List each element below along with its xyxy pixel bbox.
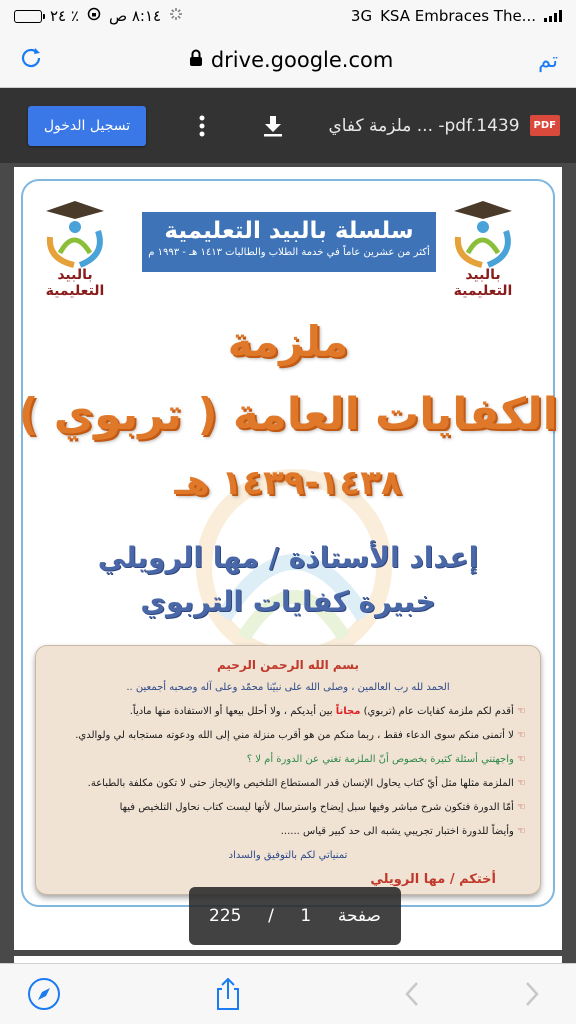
intro-line-5: ☜ أمّا الدورة فتكون شرح مباشر وفيها سبل إيضاح واسترسال لأنها ليست كتاب نحاول التلخيص فيها: [119, 802, 526, 813]
compass-icon[interactable]: [24, 974, 64, 1014]
intro-line-4: ☜ الملزمة مثلها مثل أيّ كتاب يحاول الإنسان قدر المستطاع التلخيص والإيجاز حتى لا تكون مكلفة بالطباعة.: [87, 778, 526, 789]
pdf-icon: PDF: [530, 115, 560, 136]
title-year: ١٤٣٨-١٤٣٩ هـ: [174, 463, 402, 503]
signal-icon: [544, 10, 562, 22]
carrier-name: KSA Embraces The...: [380, 7, 536, 25]
logo-left: [30, 197, 120, 297]
series-banner: [142, 212, 436, 272]
loading-icon: [169, 7, 183, 25]
forward-icon[interactable]: [512, 974, 552, 1014]
current-page: 1: [300, 906, 312, 926]
rotation-lock-icon: [87, 7, 101, 25]
title-line-2: الكفايات العامة ( تربوي ): [18, 389, 558, 440]
pointer-icon: ☜: [513, 754, 526, 765]
more-icon[interactable]: [187, 106, 217, 146]
status-bar: [0, 0, 576, 32]
status-left: [14, 7, 183, 25]
intro-line-2: ☜ لا أتمنى منكم سوى الدعاء فقط ، ربما منكم من هو أقرب منزلة مني إلى الله ودعوته مستجابه لي ولوالدي.: [75, 730, 526, 741]
file-name: ملزمة كفاي ... -pdf.1439: [328, 115, 520, 136]
intro-line-3: ☜ واجهتني أسئلة كثيرة بخصوص أنّ الملزمة تغني عن الدورة أم لا ؟: [246, 754, 526, 765]
page-indicator: [189, 887, 401, 945]
total-pages: 225: [209, 906, 242, 926]
signature: أختكم / مها الرويلي: [370, 872, 496, 887]
logo-left-text: بالبيد التعليمية: [45, 267, 105, 299]
browser-url-bar: [0, 32, 576, 88]
login-button[interactable]: تسجيل الدخول: [28, 106, 146, 146]
status-right: [351, 7, 562, 25]
bismillah: بسم الله الرحمن الرحيم: [216, 658, 360, 672]
logo-left-icon: [40, 197, 110, 269]
file-info: [328, 115, 560, 136]
url-text: drive.google.com: [210, 47, 394, 72]
banner-title: سلسلة بالبيد التعليمية: [164, 218, 414, 244]
back-icon[interactable]: [392, 974, 432, 1014]
browser-bottom-bar: [0, 963, 576, 1024]
pointer-icon: ☜: [513, 778, 526, 789]
lock-icon: [189, 48, 203, 72]
title-line-1: ملزمة: [227, 317, 349, 366]
page-separator: /: [268, 906, 274, 926]
network-type: 3G: [350, 7, 373, 25]
pointer-icon: ☜: [513, 706, 526, 717]
author-line-1: إعداد الأستاذة / مها الرويلي: [97, 541, 479, 574]
battery-percent: ٢٤ ٪: [50, 7, 79, 25]
hamd-line: الحمد لله رب العالمين ، وصلى الله على نبيّنا محمّد وعلى آله وصحبه أجمعين ..: [126, 682, 450, 693]
status-time: ٨:١٤ ص: [108, 7, 162, 25]
intro-box: [35, 645, 541, 895]
logo-right: [438, 197, 528, 297]
wishes-line: تمنياتي لكم بالتوفيق والسداد: [228, 850, 348, 861]
page-label: صفحة: [337, 906, 381, 926]
banner-subtitle: أكثر من عشرين عاماً في خدمة الطلاب والطالبات ١٤١٣ هـ - ١٩٩٣ م: [148, 247, 430, 258]
pdf-page: [14, 167, 562, 950]
reload-icon[interactable]: [18, 45, 44, 74]
intro-line-6: ☜ وأيضاً للدورة اختبار تجريبي يشبه الى حد كبير قياس ......: [280, 826, 526, 837]
logo-right-text: بالبيد التعليمية: [453, 267, 513, 299]
battery-icon: [14, 10, 42, 23]
done-button[interactable]: تم: [538, 47, 558, 72]
logo-right-icon: [448, 197, 518, 269]
pointer-icon: ☜: [513, 826, 526, 837]
nav-buttons: [392, 974, 552, 1014]
document-viewport[interactable]: [0, 163, 576, 963]
share-icon[interactable]: [208, 974, 248, 1014]
pointer-icon: ☜: [513, 730, 526, 741]
author-line-2: خبيرة كفايات التربوي: [140, 585, 436, 618]
pointer-icon: ☜: [513, 802, 526, 813]
intro-line-1: ☜ أقدم لكم ملزمة كفايات عام (تربوي) مجاناً بين أيديكم ، ولا أحلل بيعها أو الاستفادة منها مادياً.: [129, 706, 526, 717]
viewer-toolbar: [0, 88, 576, 163]
download-icon[interactable]: [258, 106, 288, 146]
url-display[interactable]: [189, 48, 393, 72]
